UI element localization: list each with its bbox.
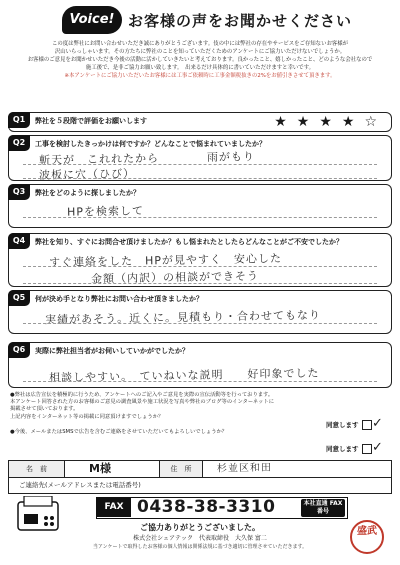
intro-line: 沢山いらっしゃいます。その方たちに弊社のことを知っていただくためのアンケートにご協力いただけないでしょうか。 <box>54 49 346 55</box>
intro-line: 施工後で、是非ご協力お願い致します。 出来るだけ具体的に書いていただけますと幸いです。 <box>85 65 315 71</box>
agree-checkbox[interactable] <box>362 444 372 454</box>
question-number: Q3 <box>8 184 30 200</box>
answer-handwriting: 波板に穴（ひび） <box>38 167 136 182</box>
question-number: Q2 <box>8 135 30 151</box>
question-text: 弊社を５段階で評価をお願いします <box>35 117 147 125</box>
name-label: 名 前 <box>9 461 65 477</box>
agree-label: 同意します <box>326 445 359 453</box>
fax-note: 本社直通 FAX番号 <box>301 499 345 517</box>
answer-handwriting: HPを検索して <box>66 204 145 219</box>
question-q6 <box>8 342 392 388</box>
answer-rule <box>23 164 377 165</box>
privacy-note: 当アンケートで取得したお客様の個人情報は関係法規に基づき適切に管理させていただきます。 <box>92 544 308 550</box>
question-q5 <box>8 290 392 334</box>
question-text: 弊社をどのように探しましたか？ <box>35 189 140 197</box>
customer-info-row <box>8 460 392 478</box>
note-line: ●今後、メールまたはSMSで広告を含むご連絡をさせていただいてもよろしいでしょうか？ <box>10 428 228 435</box>
name-field[interactable]: M様 <box>89 462 111 475</box>
question-text: 弊社を知り、すぐにお問合せ頂けましたか？もし悩まれたとしたらどんなことがご不安でしたか？ <box>35 238 343 246</box>
answer-rule <box>23 381 377 382</box>
voice-badge: Voice! <box>62 6 122 34</box>
note-line: 上記内容をインターネット等の掲載に同意頂けますでしょうか？ <box>10 413 164 420</box>
answer-rule <box>23 266 377 267</box>
star-filled-icon[interactable]: ★ <box>274 114 287 130</box>
consent-notes <box>10 392 310 436</box>
thanks-message: ご協力ありがとうございました。 <box>140 523 260 532</box>
question-number: Q5 <box>8 290 30 306</box>
intro-line: お客様のご意見をお聞かせいただき今後の活動に活かしていきたいと考えております。良かったこと、嬉しかったこと、どのような会社なので <box>27 57 373 63</box>
fax-label: FAX <box>97 498 131 517</box>
answer-handwriting: 実績があそう。近くに。見積もり・合わせてもなり <box>44 308 322 327</box>
question-text: 実際に弊社担当者がお伺いしていかがでしたか？ <box>35 347 189 355</box>
note-line: 掲載させて頂いております。 <box>10 406 79 413</box>
answer-handwriting: 斬天が これれたから 雨がもり <box>38 150 256 167</box>
star-rating[interactable] <box>274 113 377 131</box>
address-field[interactable]: 杉並区和田 <box>216 462 273 475</box>
contact-field[interactable]: ご連絡先(メールアドレスまたは電話番号) <box>8 478 392 494</box>
star-filled-icon[interactable]: ★ <box>341 114 355 130</box>
answer-rule <box>23 178 377 179</box>
question-q2 <box>8 135 392 181</box>
intro-text <box>14 40 386 80</box>
discount-note: ※本アンケートにご協力いただいたお客様には工事ご依頼時に工事金額税抜きの2%をお値引きさせて頂きます。 <box>64 73 336 79</box>
answer-handwriting: すぐ連絡をした HPが見やすく 安心した <box>48 251 283 270</box>
agree-internet[interactable] <box>326 416 383 431</box>
question-q4 <box>8 233 392 287</box>
company-info: 株式会社シェアテック 代表取締役 大久保 富二 <box>133 535 267 542</box>
answer-rule <box>23 217 377 218</box>
agree-label: 同意します <box>326 421 359 429</box>
agree-contact[interactable] <box>326 440 383 455</box>
address-label: 住 所 <box>159 461 203 477</box>
question-text: 工事を検討したきっかけは何ですか？どんなことで悩まれていましたか？ <box>35 140 266 148</box>
note-line: 本アンケート回答された方のお客様のご意見の調査風景や施工状況を写真や弊社のブログ等のインターネットに <box>10 399 275 406</box>
page-title: お客様の声をお聞かせください <box>128 12 353 30</box>
question-number: Q6 <box>8 342 30 358</box>
question-number: Q4 <box>8 233 30 249</box>
agree-checkbox[interactable] <box>362 420 372 430</box>
intro-line: この度は弊社にお問い合わせいただき誠にありがとうございます。伎の中には弊社の存在やサービスをご存知ないお客様が <box>51 41 349 47</box>
answer-rule <box>23 283 377 284</box>
note-line: ●弊社は広告宣伝を積極的に行うため、アンケートへのご記入やご意見を実際の宣伝活動等を行っております。 <box>10 392 274 398</box>
check-icon: ✓ <box>372 416 383 431</box>
star-filled-icon[interactable]: ☆ <box>364 114 377 130</box>
answer-handwriting: 相談しやすい。 ていねいな説明 好印象でした <box>48 366 320 385</box>
star-filled-icon[interactable]: ★ <box>319 114 332 130</box>
answer-handwriting: 金額（内訳）の相談ができそう <box>90 269 260 286</box>
question-number: Q1 <box>8 112 30 128</box>
question-q3 <box>8 184 392 228</box>
fax-number[interactable]: 0438-38-3310 <box>137 497 276 517</box>
check-icon: ✓ <box>372 440 383 455</box>
question-text: 何が決め手となり弊社にお問い合わせ頂きましたか？ <box>35 295 203 303</box>
hanko-seal: 盛武 <box>350 520 384 554</box>
fax-banner <box>96 497 348 519</box>
star-filled-icon[interactable]: ★ <box>296 114 310 130</box>
answer-rule <box>23 323 377 324</box>
question-q1 <box>8 112 392 132</box>
